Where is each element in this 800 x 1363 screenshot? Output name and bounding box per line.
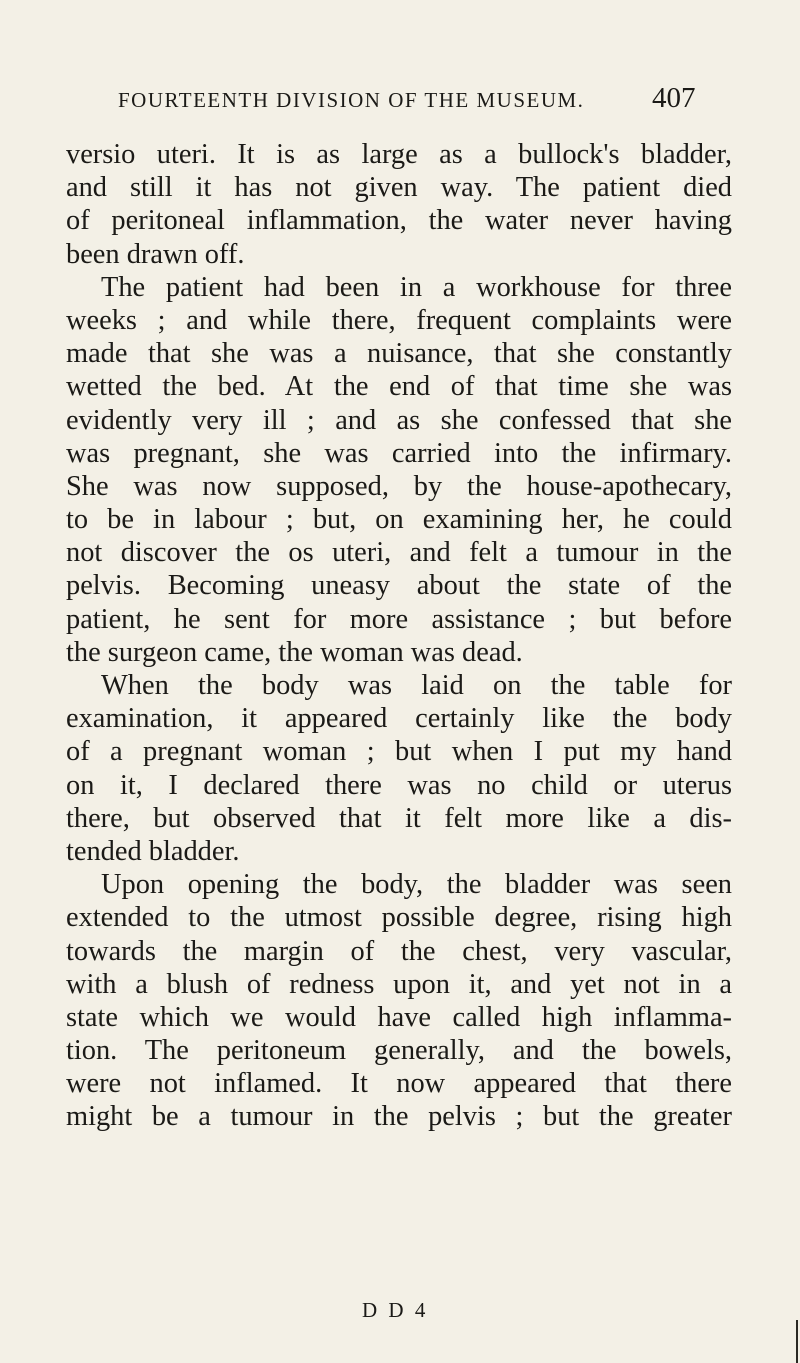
body-text [66,138,732,1134]
text-line: been drawn off. [66,238,245,270]
text-line: the surgeon came, the woman was dead. [66,636,523,668]
text-line: She was now supposed, by the house-apothecary, [66,470,732,502]
text-line: not discover the os uteri, and felt a tumour in the [66,537,732,569]
text-line: versio uteri. It is as large as a bullock's bladder, [66,139,732,170]
text-line: state which we would have called high inflamma- [66,1001,732,1033]
text-line: was pregnant, she was carried into the infirmary. [66,437,732,469]
text-line: wetted the bed. At the end of that time she was [66,371,732,403]
text-line: evidently very ill ; and as she confessed that she [66,404,732,436]
text-line: and still it has not given way. The patient died [66,172,732,204]
text-line: Upon opening the body, the bladder was seen [101,869,732,901]
text-line: of a pregnant woman ; but when I put my hand [66,736,732,768]
text-line: with a blush of redness upon it, and yet not in a [66,968,732,1000]
text-line: When the body was laid on the table for [101,670,732,701]
text-line: made that she was a nuisance, that she constantly [66,338,732,370]
text-line: might be a tumour in the pelvis ; but the greater [66,1101,732,1133]
text-line: were not inflamed. It now appeared that there [66,1068,732,1100]
text-line: of peritoneal inflammation, the water never having [66,205,732,237]
text-line: on it, I declared there was no child or uterus [66,769,732,801]
text-line: tended bladder. [66,835,240,867]
text-line: tion. The peritoneum generally, and the bowels, [66,1035,732,1067]
page-number: 407 [652,82,696,114]
text-line: extended to the utmost possible degree, rising high [66,902,732,934]
text-line: pelvis. Becoming uneasy about the state of the [66,570,732,602]
text-line: patient, he sent for more assistance ; but before [66,603,732,635]
text-line: to be in labour ; but, on examining her, he could [66,504,732,536]
text-line: there, but observed that it felt more like a dis- [66,802,732,834]
page-edge-mark [796,1320,798,1363]
signature-mark: D D 4 [362,1298,429,1322]
text-line: weeks ; and while there, frequent complaints were [66,304,732,336]
text-line: The patient had been in a workhouse for three [101,271,732,303]
text-line: examination, it appeared certainly like the body [66,703,732,735]
text-line: towards the margin of the chest, very vascular, [66,935,732,967]
running-head: FOURTEENTH DIVISION OF THE MUSEUM. [118,88,585,112]
